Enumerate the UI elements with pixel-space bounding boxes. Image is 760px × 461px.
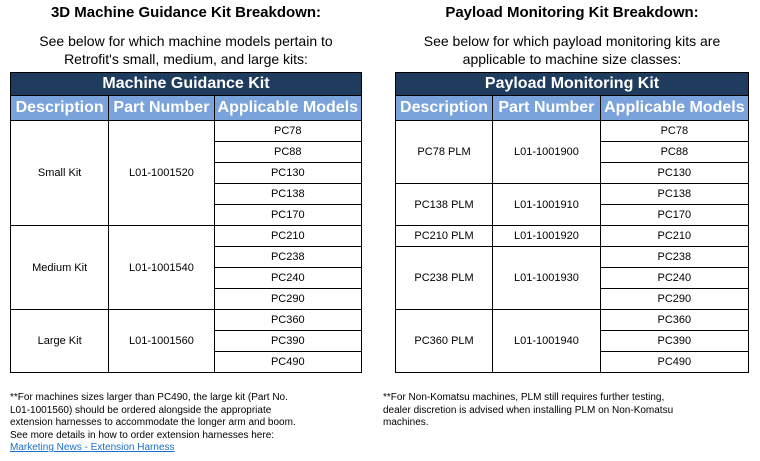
applicable-model: PC290 — [600, 289, 748, 310]
applicable-model: PC238 — [600, 247, 748, 268]
applicable-model: PC88 — [600, 142, 748, 163]
applicable-model: PC78 — [214, 121, 361, 142]
guidance-note-line: See more details in how to order extension harnesses here: — [10, 429, 275, 441]
kit-part-number: L01-1001520 — [109, 121, 214, 226]
applicable-model: PC210 — [600, 226, 748, 247]
applicable-model: PC88 — [214, 142, 361, 163]
table-row — [11, 226, 362, 247]
column-header-part-number: Part Number — [493, 96, 601, 121]
applicable-model: PC390 — [214, 331, 361, 352]
extension-harness-link[interactable]: Marketing News - Extension Harness — [10, 442, 175, 453]
applicable-model: PC360 — [600, 310, 748, 331]
table-row — [396, 226, 749, 247]
table-row — [396, 310, 749, 331]
payload-intro-line: applicable to machine size classes: — [462, 51, 682, 67]
guidance-section — [10, 0, 362, 373]
applicable-model: PC210 — [214, 226, 361, 247]
applicable-model: PC170 — [214, 205, 361, 226]
guidance-table-body — [11, 121, 362, 373]
applicable-model: PC238 — [214, 247, 361, 268]
guidance-table — [10, 72, 362, 373]
kit-description: PC78 PLM — [396, 121, 493, 184]
column-header-description: Description — [11, 96, 109, 121]
guidance-note-line: L01-1001560) should be ordered alongside the appropriate — [10, 404, 272, 416]
kit-part-number: L01-1001540 — [109, 226, 214, 310]
payload-note — [383, 392, 743, 430]
payload-intro-line: See below for which payload monitoring kits are — [423, 33, 721, 49]
kit-part-number: L01-1001910 — [493, 184, 601, 226]
kit-description: Medium Kit — [11, 226, 109, 310]
applicable-model: PC290 — [214, 289, 361, 310]
applicable-model: PC138 — [214, 184, 361, 205]
kit-description: PC210 PLM — [396, 226, 493, 247]
payload-table-title: Payload Monitoring Kit — [396, 73, 749, 96]
table-row — [11, 310, 362, 331]
guidance-intro — [10, 32, 362, 72]
payload-table-body — [396, 121, 749, 373]
guidance-note-line: extension harnesses to accommodate the longer arm and boom. — [10, 417, 296, 428]
guidance-intro-line: See below for which machine models pertain to — [39, 33, 333, 49]
kit-part-number: L01-1001560 — [109, 310, 214, 373]
table-row — [396, 121, 749, 142]
applicable-model: PC78 — [600, 121, 748, 142]
payload-note-line: machines. — [383, 417, 429, 428]
applicable-model: PC490 — [600, 352, 748, 373]
kit-description: PC138 PLM — [396, 184, 493, 226]
kit-part-number: L01-1001940 — [493, 310, 601, 373]
column-header-description: Description — [396, 96, 493, 121]
applicable-model: PC390 — [600, 331, 748, 352]
kit-description: PC360 PLM — [396, 310, 493, 373]
applicable-model: PC360 — [214, 310, 361, 331]
guidance-heading: 3D Machine Guidance Kit Breakdown: — [50, 4, 322, 21]
guidance-table-title: Machine Guidance Kit — [11, 73, 362, 96]
table-row — [11, 121, 362, 142]
payload-section — [395, 0, 749, 373]
payload-intro — [395, 32, 749, 72]
payload-heading: Payload Monitoring Kit Breakdown: — [445, 4, 699, 21]
table-row — [396, 247, 749, 268]
column-header-applicable-models: Applicable Models — [214, 96, 361, 121]
column-header-applicable-models: Applicable Models — [600, 96, 748, 121]
kit-description: Large Kit — [11, 310, 109, 373]
payload-table — [395, 72, 749, 373]
applicable-model: PC130 — [214, 163, 361, 184]
applicable-model: PC170 — [600, 205, 748, 226]
payload-note-line: dealer discretion is advised when installing PLM on Non-Komatsu — [383, 404, 674, 416]
guidance-note — [10, 392, 360, 455]
kit-description: PC238 PLM — [396, 247, 493, 310]
applicable-model: PC138 — [600, 184, 748, 205]
applicable-model: PC130 — [600, 163, 748, 184]
applicable-model: PC240 — [214, 268, 361, 289]
kit-part-number: L01-1001920 — [493, 226, 601, 247]
column-header-part-number: Part Number — [109, 96, 214, 121]
guidance-intro-line: Retrofit's small, medium, and large kits: — [64, 51, 308, 67]
kit-part-number: L01-1001930 — [493, 247, 601, 310]
kit-description: Small Kit — [11, 121, 109, 226]
payload-note-line: **For Non-Komatsu machines, PLM still requires further testing, — [383, 392, 665, 403]
kit-part-number: L01-1001900 — [493, 121, 601, 184]
applicable-model: PC490 — [214, 352, 361, 373]
guidance-note-line: **For machines sizes larger than PC490, the large kit (Part No. — [10, 392, 288, 403]
table-row — [396, 184, 749, 205]
applicable-model: PC240 — [600, 268, 748, 289]
